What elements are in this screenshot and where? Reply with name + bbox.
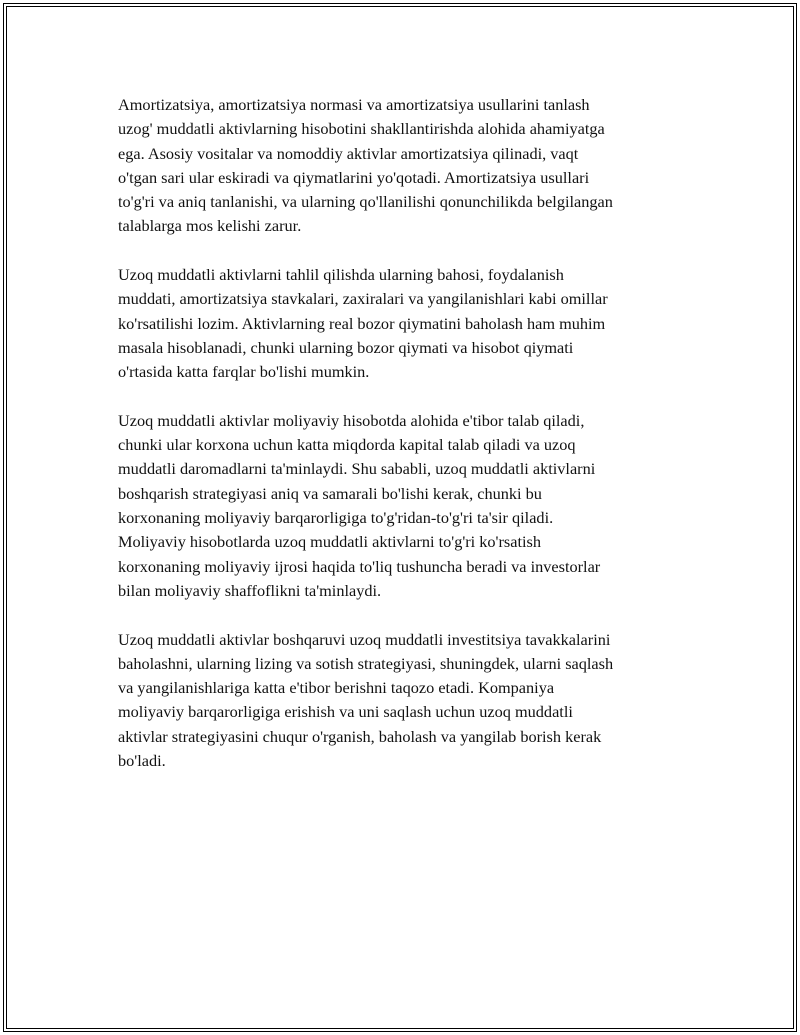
paragraph-line: ko'rsatilishi lozim. Aktivlarning real bozor qiymatini baholash ham muhim bbox=[118, 313, 606, 333]
paragraph-line: bilan moliyaviy shaffoflikni ta'minlaydi. bbox=[118, 580, 382, 600]
paragraph-line: muddatli daromadlarni ta'minlaydi. Shu sababli, uzoq muddatli aktivlarni bbox=[118, 459, 596, 479]
paragraph-line: baholashni, ularning lizing va sotish strategiyasi, shuningdek, ularni saqlash bbox=[118, 653, 614, 673]
paragraph-1 bbox=[118, 93, 688, 239]
paragraph-line: uzog' muddatli aktivlarning hisobotini shakllantirishda alohida ahamiyatga bbox=[118, 119, 605, 139]
paragraph-line: bo'ladi. bbox=[118, 751, 166, 771]
paragraph-line: va yangilanishlariga katta e'tibor berishni taqozo etadi. Kompaniya bbox=[118, 678, 555, 698]
paragraph-line: o'rtasida katta farqlar bo'lishi mumkin. bbox=[118, 362, 370, 382]
paragraph-line: Amortizatsiya, amortizatsiya normasi va amortizatsiya usullarini tanlash bbox=[118, 95, 590, 114]
paragraph-2 bbox=[118, 263, 688, 384]
paragraph-3 bbox=[118, 409, 688, 603]
paragraph-line: Uzoq muddatli aktivlar moliyaviy hisobotda alohida e'tibor talab qiladi, bbox=[118, 410, 585, 430]
paragraph-4 bbox=[118, 628, 688, 774]
paragraph-line: Uzoq muddatli aktivlarni tahlil qilishda ularning bahosi, foydalanish bbox=[118, 265, 564, 285]
paragraph-line: Moliyaviy hisobotlarda uzoq muddatli aktivlarni to'g'ri ko'rsatish bbox=[118, 532, 542, 552]
paragraph-line: talablarga mos kelishi zarur. bbox=[118, 216, 302, 236]
paragraph-line: chunki ular korxona uchun katta miqdorda kapital talab qiladi va uzoq bbox=[118, 435, 576, 455]
paragraph-line: boshqarish strategiyasi aniq va samarali bo'lishi kerak, chunki bu bbox=[118, 483, 542, 503]
document-body bbox=[118, 93, 688, 798]
paragraph-line: korxonaning moliyaviy barqarorligiga to'g'ridan-to'g'ri ta'sir qiladi. bbox=[118, 508, 554, 528]
paragraph-line: korxonaning moliyaviy ijrosi haqida to'liq tushuncha beradi va investorlar bbox=[118, 556, 601, 576]
paragraph-line: moliyaviy barqarorligiga erishish va uni saqlash uchun uzoq muddatli bbox=[118, 702, 573, 722]
paragraph-line: o'tgan sari ular eskiradi va qiymatlarini yo'qotadi. Amortizatsiya usullari bbox=[118, 167, 590, 187]
paragraph-line: to'g'ri va aniq tanlanishi, va ularning qo'llanilishi qonunchilikda belgilangan bbox=[118, 192, 613, 212]
paragraph-line: masala hisoblanadi, chunki ularning bozor qiymati va hisobot qiymati bbox=[118, 337, 574, 357]
paragraph-line: aktivlar strategiyasini chuqur o'rganish, baholash va yangilab borish kerak bbox=[118, 726, 602, 746]
paragraph-line: ega. Asosiy vositalar va nomoddiy aktivlar amortizatsiya qilinadi, vaqt bbox=[118, 143, 579, 163]
paragraph-line: muddati, amortizatsiya stavkalari, zaxiralari va yangilanishlari kabi omillar bbox=[118, 289, 608, 309]
paragraph-line: Uzoq muddatli aktivlar boshqaruvi uzoq muddatli investitsiya tavakkalarini bbox=[118, 629, 611, 649]
